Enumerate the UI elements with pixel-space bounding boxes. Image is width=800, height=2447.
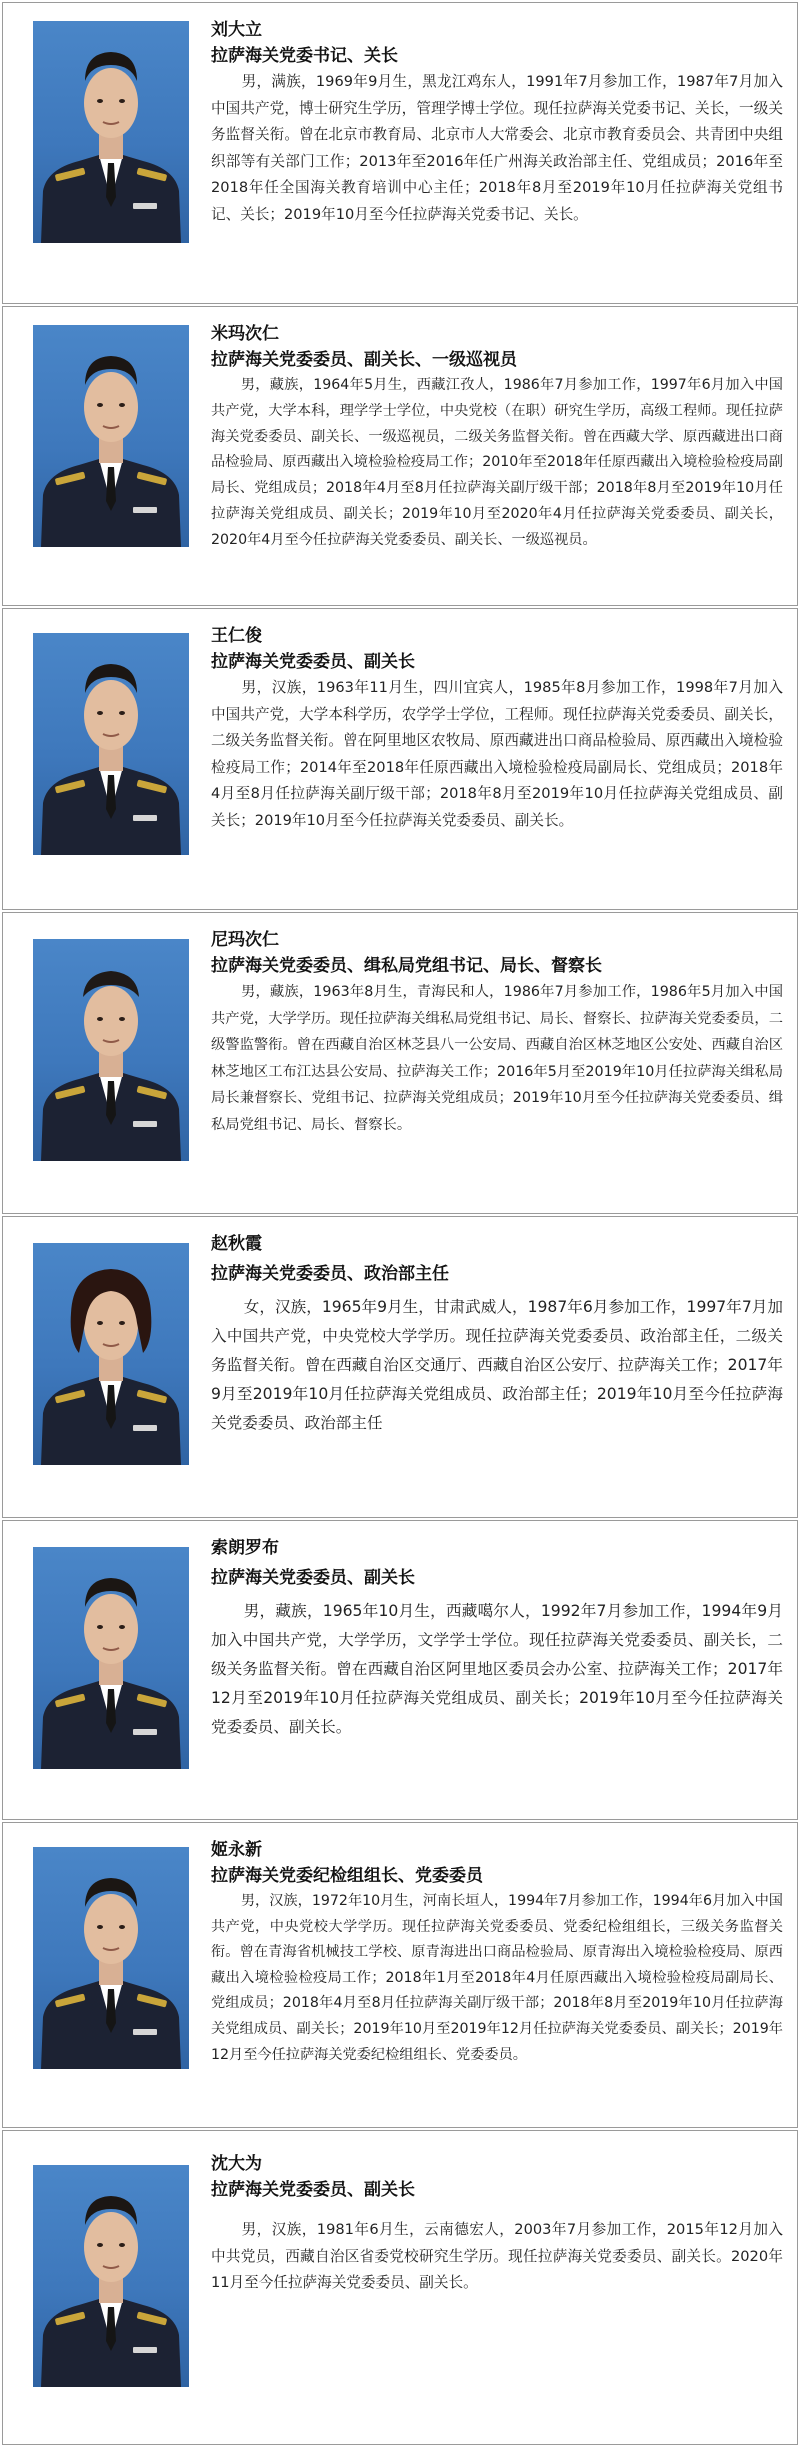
person-title: 拉萨海关党委委员、缉私局党组书记、局长、督察长 (211, 956, 602, 976)
portrait-photo (33, 633, 189, 855)
person-name: 姬永新 (211, 1840, 262, 1860)
person-title: 拉萨海关党委纪检组组长、党委委员 (211, 1866, 483, 1886)
portrait-photo (33, 2165, 189, 2387)
profile-card (2, 2, 798, 304)
profile-card (2, 912, 798, 1214)
profile-card (2, 1822, 798, 2128)
profile-card (2, 608, 798, 910)
person-title: 拉萨海关党委委员、副关长 (211, 652, 415, 672)
portrait-figure (33, 2165, 189, 2387)
portrait-photo (33, 1847, 189, 2069)
portrait-figure (33, 21, 189, 243)
person-bio: 男，汉族，1981年6月生，云南德宏人，2003年7月参加工作，2015年12月加入中共党员，西藏自治区省委党校研究生学历。现任拉萨海关党委委员、副关长。2020年11月至今任拉萨海关党委委员、副关长。 (211, 2221, 783, 2292)
portrait-figure (33, 325, 189, 547)
person-bio: 男，藏族，1965年10月生，西藏噶尔人，1992年7月参加工作，1994年9月加入中国共产党，大学学历，文学学士学位。现任拉萨海关党委委员、副关长，二级关务监督关衔。曾在西藏自治区阿里地区委员会办公室、拉萨海关工作；2017年12月至2019年10月任拉萨海关党组成员、副关长；2019年10月至今任拉萨海关党委委员、副关长。 (211, 1602, 783, 1736)
person-title: 拉萨海关党委书记、关长 (211, 46, 398, 66)
person-bio: 男，藏族，1963年8月生，青海民和人，1986年7月参加工作，1986年5月加入中国共产党，大学学历。现任拉萨海关缉私局党组书记、局长、督察长、拉萨海关党委委员，二级警监警衔。曾在西藏自治区林芝县八一公安局、西藏自治区林芝地区公安处、西藏自治区林芝地区工布江达县公安局、拉萨海关工作；2016年5月至2019年10月任拉萨海关缉私局局长兼督察长、党组书记、拉萨海关党组成员；2019年10月至今任拉萨海关党委委员、缉私局党组书记、局长、督察长。 (211, 984, 783, 1133)
portrait-photo (33, 325, 189, 547)
portrait-figure (33, 1847, 189, 2069)
portrait-photo (33, 1547, 189, 1769)
profile-card (2, 1520, 798, 1820)
person-bio: 男，满族，1969年9月生，黑龙江鸡东人，1991年7月参加工作，1987年7月加入中国共产党，博士研究生学历，管理学博士学位。现任拉萨海关党委书记、关长，一级关务监督关衔。曾在北京市教育局、北京市人大常委会、北京市教育委员会、共青团中央组织部等有关部门工作；2013年至2016年任广州海关政治部主任、党组成员；2016年至2018年任全国海关教育培训中心主任；2018年8月至2019年10月任拉萨海关党组书记、关长；2019年10月至今任拉萨海关党委书记、关长。 (211, 73, 783, 223)
person-name: 索朗罗布 (211, 1538, 279, 1558)
person-name: 刘大立 (211, 20, 262, 40)
portrait-figure (33, 1547, 189, 1769)
portrait-figure (33, 939, 189, 1161)
person-name: 王仁俊 (211, 626, 262, 646)
person-bio: 男，藏族，1964年5月生，西藏江孜人，1986年7月参加工作，1997年6月加入中国共产党，大学本科，理学学士学位，中央党校（在职）研究生学历，高级工程师。现任拉萨海关党委委员、副关长、一级巡视员，二级关务监督关衔。曾在西藏大学、原西藏进出口商品检验局、原西藏出入境检验检疫局工作；2010年至2018年任原西藏出入境检验检疫局副局长、党组成员；2018年4月至8月任拉萨海关副厅级干部；2018年8月至2019年10月任拉萨海关党组成员、副关长；2019年10月至2020年4月任拉萨海关党委委员、副关长，2020年4月至今任拉萨海关党委委员、副关长、一级巡视员。 (211, 377, 783, 548)
profile-card (2, 2130, 798, 2445)
person-name: 尼玛次仁 (211, 930, 279, 950)
portrait-figure (33, 633, 189, 855)
portrait-photo (33, 939, 189, 1161)
person-title: 拉萨海关党委委员、政治部主任 (211, 1264, 449, 1284)
person-title: 拉萨海关党委委员、副关长 (211, 2180, 415, 2200)
person-title: 拉萨海关党委委员、副关长、一级巡视员 (211, 350, 517, 370)
profile-card (2, 1216, 798, 1518)
person-title: 拉萨海关党委委员、副关长 (211, 1568, 415, 1588)
person-name: 赵秋霞 (211, 1234, 262, 1254)
person-bio: 男，汉族，1972年10月生，河南长垣人，1994年7月参加工作，1994年6月加入中国共产党，中央党校大学学历。现任拉萨海关党委委员、党委纪检组组长，三级关务监督关衔。曾在青海省机械技工学校、原青海进出口商品检验局、原青海出入境检验检疫局、原西藏出入境检验检疫局工作；2018年1月至2018年4月任原西藏出入境检验检疫局副局长、党组成员；2018年4月至8月任拉萨海关副厅级干部；2018年8月至2019年10月任拉萨海关党组成员、副关长；2019年10月至2019年12月任拉萨海关党委委员、副关长；2019年12月至今任拉萨海关党委纪检组组长、党委委员。 (211, 1893, 783, 2063)
person-name: 沈大为 (211, 2154, 262, 2174)
portrait-figure (33, 1243, 189, 1465)
portrait-photo (33, 1243, 189, 1465)
person-name: 米玛次仁 (211, 324, 279, 344)
portrait-photo (33, 21, 189, 243)
person-bio: 男，汉族，1963年11月生，四川宜宾人，1985年8月参加工作，1998年7月加入中国共产党，大学本科学历，农学学士学位，工程师。现任拉萨海关党委委员、副关长，二级关务监督关衔。曾在阿里地区农牧局、原西藏进出口商品检验局、原西藏出入境检验检疫局工作；2014年至2018年任原西藏出入境检验检疫局副局长、党组成员；2018年4月至8月任拉萨海关副厅级干部；2018年8月至2019年10月任拉萨海关党组成员、副关长；2019年10月至今任拉萨海关党委委员、副关长。 (211, 679, 783, 829)
person-bio: 女，汉族，1965年9月生，甘肃武威人，1987年6月参加工作，1997年7月加入中国共产党，中央党校大学学历。现任拉萨海关党委委员、政治部主任，二级关务监督关衔。曾在西藏自治区交通厅、西藏自治区公安厅、拉萨海关工作；2017年9月至2019年10月任拉萨海关党组成员、政治部主任；2019年10月至今任拉萨海关党委委员、政治部主任 (211, 1298, 783, 1432)
profile-card (2, 306, 798, 606)
